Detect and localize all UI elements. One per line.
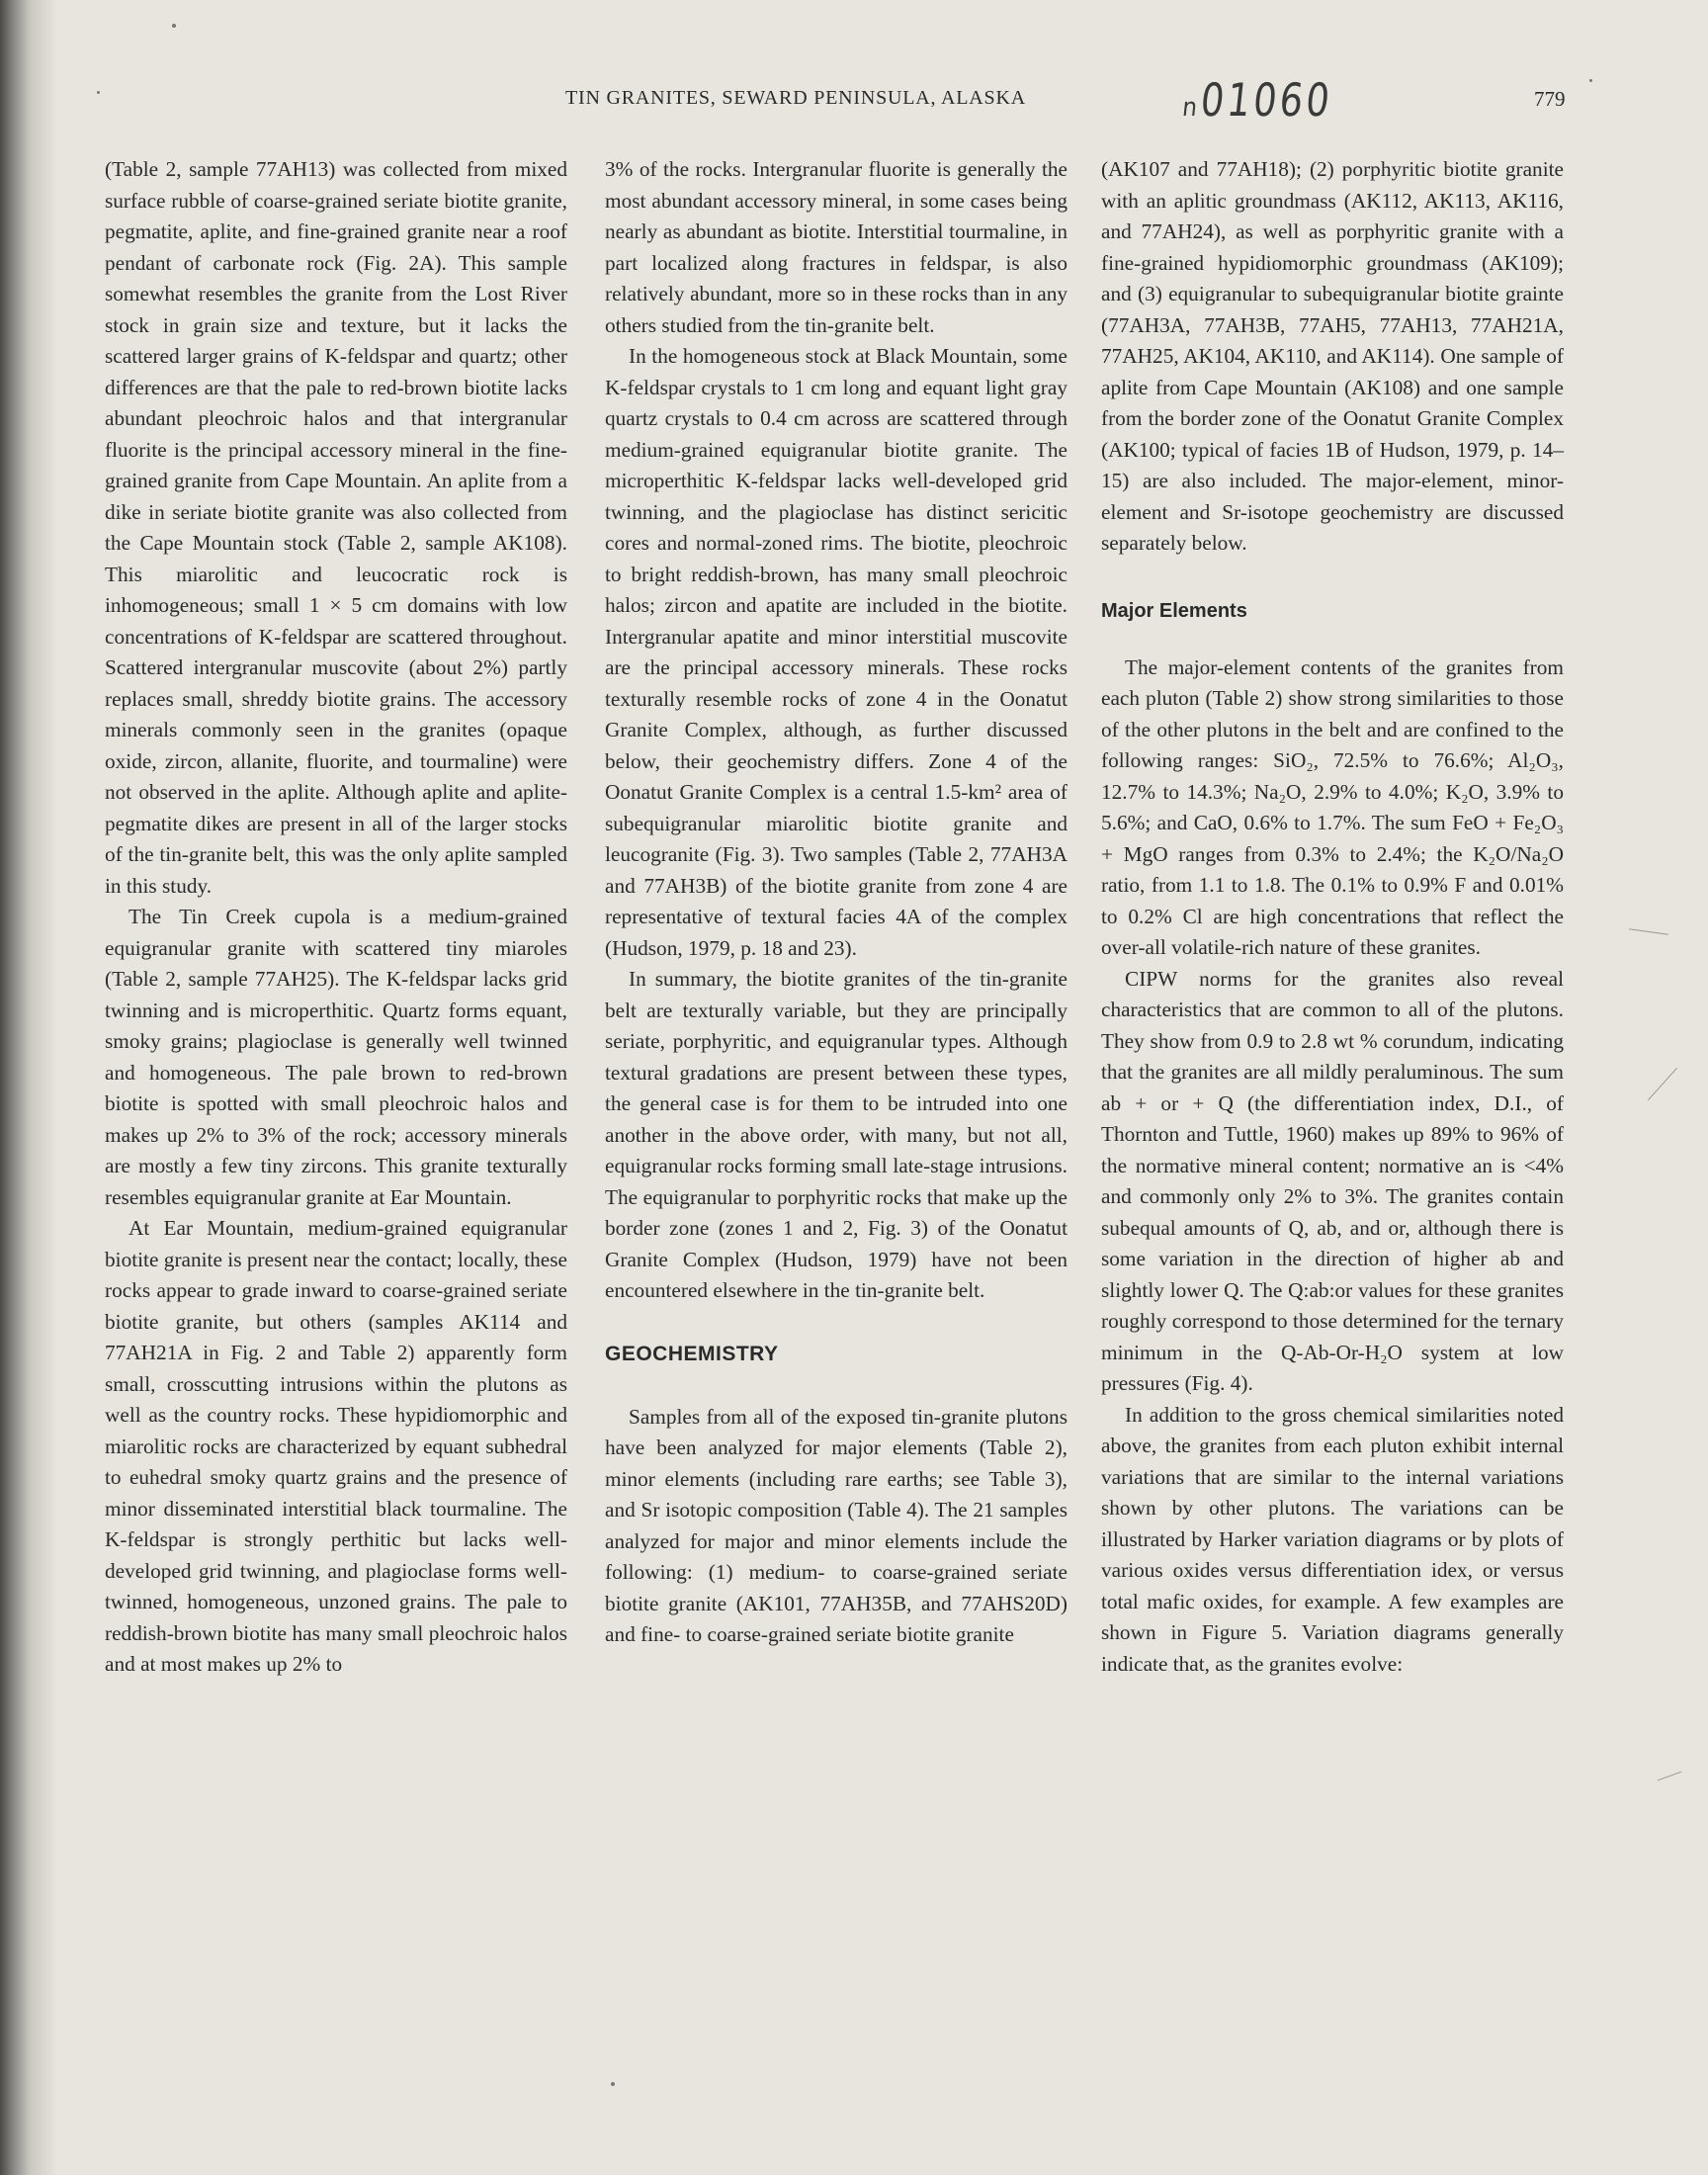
text-column-3 <box>1101 154 1564 1680</box>
paragraph: In summary, the biotite granites of the tin-granite belt are texturally variable, but they are principally seriate, porphyritic, and equigranular types. Although textural gradations are present between these types, the general case is for them to be intruded into one another in the above order, with many, but not all, equigranular rocks forming small late-stage intrusions. The equigranular to porphyritic rocks that make up the border zone (zones 1 and 2, Fig. 3) of the Oonatut Granite Complex (Hudson, 1979) have not been encountered elsewhere in the tin-granite belt. <box>605 967 1068 1302</box>
scan-speck <box>172 24 176 28</box>
running-title: TIN GRANITES, SEWARD PENINSULA, ALASKA <box>565 87 1026 109</box>
paragraph: Samples from all of the exposed tin-granite plutons have been analyzed for major elements (Table 2), minor elements (including rare earths; see Table 3), and Sr isotopic composition (Table 4). The 21 samples analyzed for major and minor elements include the following: (1) medium- to coarse-grained seriate biotite granite (AK101, 77AH35B, and 77AHS20D) and fine- to coarse-grained seriate biotite granite <box>605 1404 1068 1646</box>
text-column-2 <box>605 154 1068 1651</box>
handwritten-stamp-number: ₙ01060 <box>1180 73 1335 127</box>
scan-speck <box>611 2082 615 2086</box>
paragraph: In the homogeneous stock at Black Mountain, some K-feldspar crystals to 1 cm long and equant light gray quartz crystals to 0.4 cm across are scattered through medium-grained equigranular biotite granite. The microperthitic K-feldspar lacks well-developed grid twinning, and the plagioclase has distinct sericitic cores and normal-zoned rims. The biotite, pleochroic to bright reddish-brown, has many small pleochroic halos; zircon and apatite are included in the biotite. Intergranular apatite and minor interstitial muscovite are the principal accessory minerals. These rocks texturally resemble rocks of zone 4 in the Oonatut Granite Complex, although, as further discussed below, their geochemistry differs. Zone 4 of the Oonatut Granite Complex is a central 1.5-km² area of subequigranular miarolitic biotite granite and leucogranite (Fig. 3). Two samples (Table 2, 77AH3A and 77AH3B) of the biotite granite from zone 4 are representative of textural facies 4A of the complex (Hudson, 1979, p. 18 and 23). <box>605 344 1068 960</box>
paragraph: The Tin Creek cupola is a medium-grained equigranular granite with scattered tiny miaroles (Table 2, sample 77AH25). The K-feldspar lacks grid twinning and is microperthitic. Quartz forms equant, smoky grains; plagioclase is generally well twinned and homogeneous. The pale brown to red-brown biotite is spotted with small pleochroic halos and makes up 2% to 3% of the rock; accessory minerals are mostly a few tiny zircons. This granite texturally resembles equigranular granite at Ear Mountain. <box>105 905 567 1209</box>
paragraph: CIPW norms for the granites also reveal characteristics that are common to all of the plutons. They show from 0.9 to 2.8 wt % corundum, indicating that the granites are all mildly peraluminous. The sum ab + or + Q (the differentiation index, D.I., of Thornton and Tuttle, 1960) makes up 89% to 96% of the normative mineral content; normative an is <4% and commonly only 2% to 3%. The granites contain subequal amounts of Q, ab, and or, although there is some variation in the direction of higher ab and slightly lower Q. The Q:ab:or values for these granites roughly correspond to those determined for the ternary minimum in the Q-Ab-Or-H₂O system at low pressures (Fig. 4). <box>1101 966 1564 1395</box>
scan-scratch <box>1658 1772 1682 1782</box>
scanned-page-edge <box>0 0 57 2175</box>
paragraph: In addition to the gross chemical similarities noted above, the granites from each pluton exhibit internal variations that are similar to the internal variations shown by other plutons. The variations can be illustrated by Harker variation diagrams or by plots of various oxides versus differentiation idex, or versus total mafic oxides, for example. A few examples are shown in Figure 5. Variation diagrams generally indicate that, as the granites evolve: <box>1101 1402 1564 1676</box>
scan-scratch <box>1629 928 1668 935</box>
page-number: 779 <box>1534 87 1566 111</box>
section-heading-geochemistry: GEOCHEMISTRY <box>605 1342 779 1365</box>
scan-scratch <box>1648 1068 1677 1100</box>
page-header <box>0 73 1708 127</box>
paragraph: 3% of the rocks. Intergranular fluorite is generally the most abundant accessory mineral, in some cases being nearly as abundant as biotite. Interstitial tourmaline, in part localized along fractures in feldspar, is also relatively abundant, more so in these rocks than in any others studied from the tin-granite belt. <box>605 157 1068 337</box>
subsection-heading-major-elements: Major Elements <box>1101 599 1247 622</box>
scan-speck <box>97 91 100 94</box>
paragraph: At Ear Mountain, medium-grained equigranular biotite granite is present near the contact; locally, these rocks appear to grade inward to coarse-grained seriate biotite granite, but others (samples AK114 and 77AH21A in Fig. 2 and Table 2) apparently form small, crosscutting intrusions within the plutons as well as the country rocks. These hypidiomorphic and miarolitic rocks are characterized by equant subhedral to euhedral smoky quartz grains and the presence of minor disseminated interstitial black tourmaline. The K-feldspar is strongly perthitic but lacks well-developed grid twinning, and plagioclase forms well-twinned, homogeneous, unzoned grains. The pale to reddish-brown biotite has many small pleochroic halos and at most makes up 2% to <box>105 1216 567 1676</box>
text-column-1 <box>105 154 567 1681</box>
paragraph: The major-element contents of the granites from each pluton (Table 2) show strong similarities to those of the other plutons in the belt and are confined to the following ranges: SiO₂, 72.5% to 76.6%; Al₂O₃, 12.7% to 14.3%; Na₂O, 2.9% to 4.0%; K₂O, 3.9% to 5.6%; and CaO, 0.6% to 1.7%. The sum FeO + Fe₂O₃ + MgO ranges from 0.3% to 2.4%; the K₂O/Na₂O ratio, from 1.1 to 1.8. The 0.1% to 0.9% F and 0.01% to 0.2% Cl are high concentrations that reflect the over-all volatile-rich nature of these granites. <box>1101 654 1564 959</box>
paragraph: (AK107 and 77AH18); (2) porphyritic biotite granite with an aplitic groundmass (AK112, AK113, AK116, and 77AH24), as well as porphyritic granite with a fine-grained hypidiomorphic groundmass (AK109); and (3) equigranular to subequigranular biotite grainte (77AH3A, 77AH3B, 77AH5, 77AH13, 77AH21A, 77AH25, AK104, AK110, and AK114). One sample of aplite from Cape Mountain (AK108) and one sample from the border zone of the Oonatut Granite Complex (AK100; typical of facies 1B of Hudson, 1979, p. 14–15) are also included. The major-element, minor-element and Sr-isotope geochemistry are discussed separately below. <box>1101 157 1564 555</box>
scan-speck <box>1589 79 1592 82</box>
paragraph: (Table 2, sample 77AH13) was collected from mixed surface rubble of coarse-grained seriate biotite granite, pegmatite, aplite, and fine-grained granite near a roof pendant of carbonate rock (Fig. 2A). This sample somewhat resembles the granite from the Lost River stock in grain size and texture, but it lacks the scattered larger grains of K-feldspar and quartz; other differences are that the pale to red-brown biotite lacks abundant pleochroic halos and that intergranular fluorite is the principal accessory mineral in the fine-grained granite from Cape Mountain. An aplite from a dike in seriate biotite granite was also collected from the Cape Mountain stock (Table 2, sample AK108). This miarolitic and leucocratic rock is inhomogeneous; small 1 × 5 cm domains with low concentrations of K-feldspar are scattered throughout. Scattered intergranular muscovite (about 2%) partly replaces small, shreddy biotite grains. The accessory minerals commonly seen in the granites (opaque oxide, zircon, allanite, fluorite, and tourmaline) were not observed in the aplite. Although aplite and aplite-pegmatite dikes are present in all of the larger stocks of the tin-granite belt, this was the only aplite sampled in this study. <box>105 157 567 898</box>
